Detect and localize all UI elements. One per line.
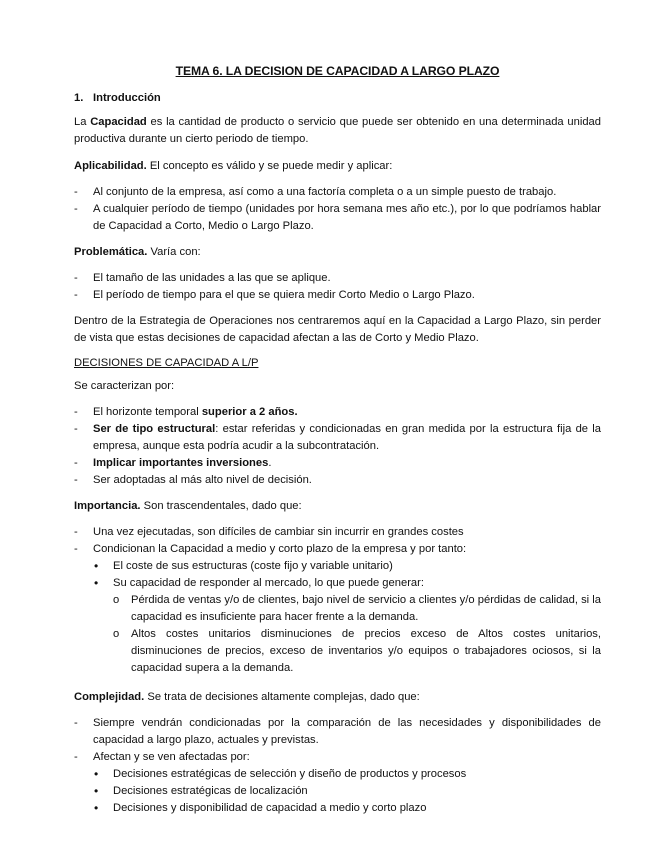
text-run: es la cantidad de producto o servicio que puede ser obtenido en una determinada unidad productiva durante un cierto periodo de tiempo.	[74, 116, 601, 145]
section-number: 1.	[74, 92, 84, 104]
term-importancia: Importancia.	[74, 500, 141, 512]
term-problematica: Problemática.	[74, 246, 148, 258]
paragraph-importancia	[74, 498, 601, 515]
list-item: - El tamaño de las unidades a las que se aplique.	[74, 270, 601, 287]
paragraph-capacidad	[74, 114, 601, 148]
sublist-item: • Decisiones estratégicas de localización	[93, 783, 601, 800]
paragraph-complejidad	[74, 689, 601, 706]
bold-run: Implicar importantes inversiones	[93, 457, 269, 469]
text-run: Son trascendentales, dado que:	[140, 500, 302, 512]
paragraph-aplicabilidad	[74, 158, 601, 175]
term-capacidad: Capacidad	[90, 116, 147, 128]
list-item	[74, 455, 601, 472]
text-run: El concepto es válido y se puede medir y aplicar:	[146, 160, 393, 172]
term-complejidad: Complejidad.	[74, 691, 145, 703]
list-item	[74, 541, 601, 677]
bold-run: Ser de tipo estructural	[93, 423, 216, 435]
list-problematica	[74, 270, 601, 304]
subsublist-item: o Altos costes unitarios disminuciones de precios exceso de Altos costes unitarios, disminuciones de precios, exceso de inventarios y/o equipos o trabajadores ociosos, si la capacidad supera a la demanda.	[113, 626, 601, 677]
list-item: - Al conjunto de la empresa, así como a una factoría completa o a un simple puesto de trabajo.	[74, 184, 601, 201]
list-item: - A cualquier período de tiempo (unidades por hora semana mes año etc.), por lo que podríamos hablar de Capacidad a Corto, Medio o Largo Plazo.	[74, 201, 601, 235]
sublist-item: • El coste de sus estructuras (coste fijo y variable unitario)	[93, 558, 601, 575]
bold-run: superior a 2 años.	[201, 406, 298, 418]
subsublist-item: o Pérdida de ventas y/o de clientes, bajo nivel de servicio a clientes y/o pérdidas de calidad, si la capacidad es insuficiente para hacer frente a la demanda.	[113, 592, 601, 626]
section-label: Introducción	[93, 92, 161, 104]
text-run: Afectan y se ven afectadas por:	[93, 751, 250, 763]
term-aplicabilidad: Aplicabilidad.	[74, 160, 147, 172]
list-decisiones	[74, 404, 601, 489]
list-item: - El período de tiempo para el que se quiera medir Corto Medio o Largo Plazo.	[74, 287, 601, 304]
subheading-decisiones: DECISIONES DE CAPACIDAD A L/P	[74, 357, 259, 369]
section-heading-introduccion	[74, 92, 601, 104]
text-run: Varía con:	[147, 246, 201, 258]
list-item: - Siempre vendrán condicionadas por la comparación de las necesidades y disponibilidades de capacidad a largo plazo, actuales y previstas.	[74, 715, 601, 749]
sublist-complejidad	[93, 766, 601, 817]
text-run: Se trata de decisiones altamente complejas, dado que:	[144, 691, 420, 703]
list-importancia	[74, 524, 601, 677]
text-run: La	[74, 116, 91, 128]
sublist-item: • Decisiones estratégicas de selección y diseño de productos y procesos	[93, 766, 601, 783]
sublist-item: • Decisiones y disponibilidad de capacidad a medio y corto plazo	[93, 800, 601, 817]
list-item	[74, 421, 601, 455]
document-title: TEMA 6. LA DECISION DE CAPACIDAD A LARGO PLAZO	[175, 64, 500, 78]
paragraph-dentro: Dentro de la Estrategia de Operaciones nos centraremos aquí en la Capacidad a Largo Plazo, sin perder de vista que estas decisiones de capacidad afectan a las de Corto y Medio Plazo.	[74, 315, 601, 344]
list-aplicabilidad	[74, 184, 601, 235]
paragraph-caracterizan: Se caracterizan por:	[74, 380, 175, 392]
list-item: - Una vez ejecutadas, son difíciles de cambiar sin incurrir en grandes costes	[74, 524, 601, 541]
list-item	[74, 404, 601, 421]
sublist-item	[93, 575, 601, 677]
subsublist-importancia	[113, 592, 601, 677]
list-item: - Ser adoptadas al más alto nivel de decisión.	[74, 472, 601, 489]
paragraph-problematica	[74, 244, 601, 261]
text-run: Su capacidad de responder al mercado, lo que puede generar:	[113, 577, 424, 589]
text-run: : estar referidas y condicionadas en gran medida por la estructura fija de la empresa, aunque esta podría acudir a la subcontratación.	[93, 423, 601, 452]
text-run: El horizonte temporal	[93, 406, 202, 418]
sublist-importancia	[93, 558, 601, 677]
list-item	[74, 749, 601, 817]
text-run: Condicionan la Capacidad a medio y corto plazo de la empresa y por tanto:	[93, 543, 467, 555]
text-run: .	[268, 457, 272, 469]
list-complejidad	[74, 715, 601, 817]
